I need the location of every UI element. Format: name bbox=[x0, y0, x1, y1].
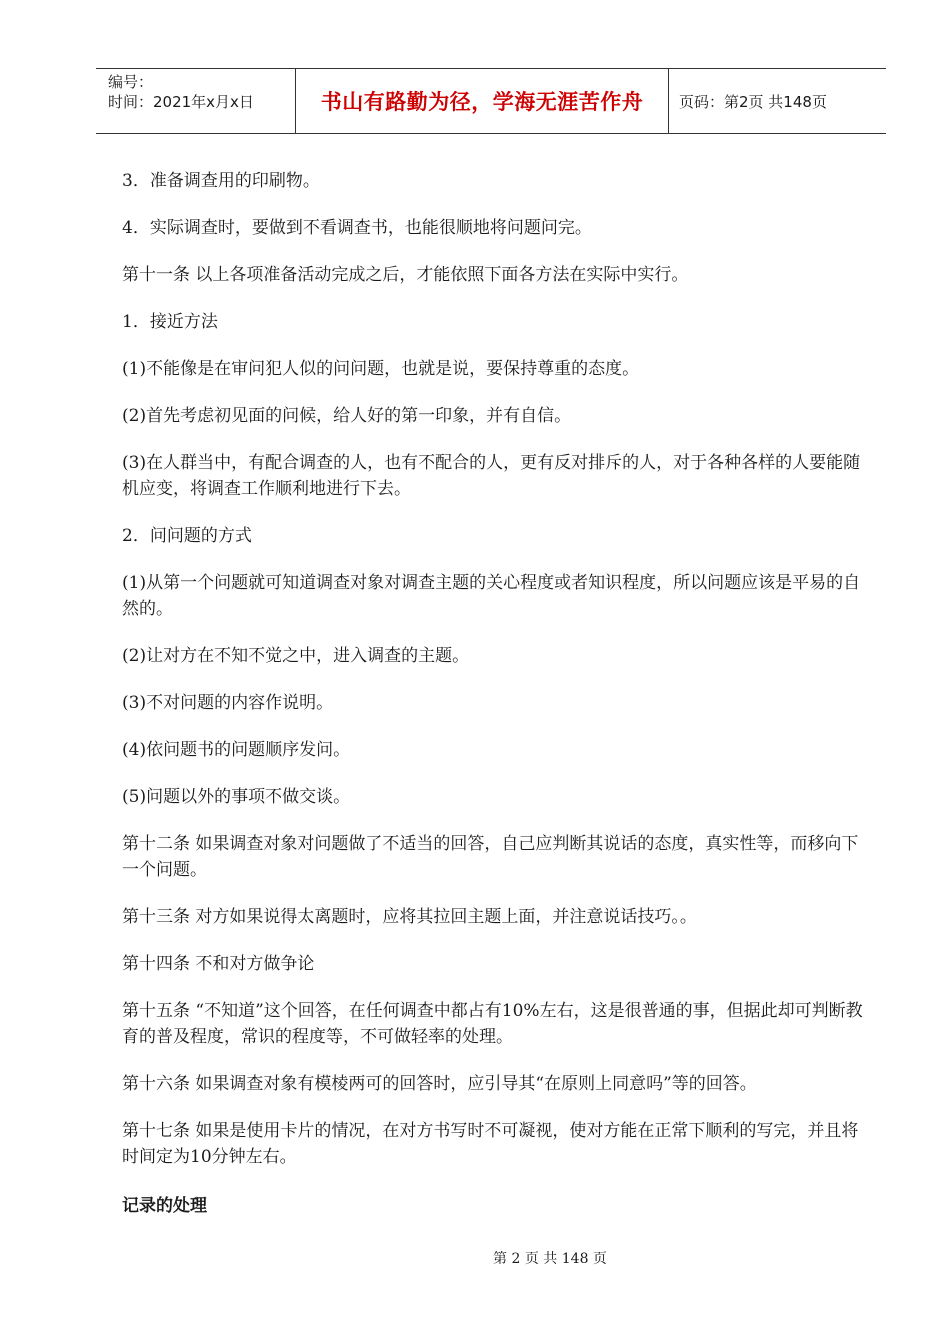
paragraph: (5)问题以外的事项不做交谈。 bbox=[122, 787, 351, 807]
paragraph: 第十四条 不和对方做争论 bbox=[122, 954, 315, 974]
paragraph: (4)依问题书的问题顺序发问。 bbox=[122, 740, 351, 760]
document-time: 时间：2021年x月x日 bbox=[108, 93, 254, 111]
paragraph: (1)不能像是在审问犯人似的问问题，也就是说，要保持尊重的态度。 bbox=[122, 359, 640, 379]
paragraph: (1)从第一个问题就可知道调查对象对调查主题的关心程度或者知识程度，所以问题应该是平易的自然的。 bbox=[122, 573, 861, 619]
paragraph: (3)在人群当中，有配合调查的人，也有不配合的人，更有反对排斥的人，对于各种各样的人要能随机应变，将调查工作顺利地进行下去。 bbox=[122, 453, 861, 499]
paragraph: 1．接近方法 bbox=[122, 312, 218, 332]
section-heading: 记录的处理 bbox=[122, 1196, 207, 1216]
paragraph: 第十七条 如果是使用卡片的情况，在对方书写时不可凝视，使对方能在正常下顺利的写完，并且将时间定为10分钟左右。 bbox=[122, 1121, 859, 1167]
paragraph: 2．问问题的方式 bbox=[122, 526, 252, 546]
document-number: 编号： bbox=[108, 73, 154, 91]
paragraph: 第十五条 “不知道”这个回答，在任何调查中都占有10%左右，这是很普通的事，但据此却可判断教育的普及程度，常识的程度等，不可做轻率的处理。 bbox=[122, 1001, 863, 1047]
page-header bbox=[96, 68, 886, 134]
paragraph: (2)让对方在不知不觉之中，进入调查的主题。 bbox=[122, 646, 470, 666]
paragraph: 4．实际调查时，要做到不看调查书，也能很顺地将问题问完。 bbox=[122, 218, 592, 238]
header-motto: 书山有路勤为径，学海无涯苦作舟 bbox=[296, 69, 669, 133]
header-meta bbox=[96, 69, 296, 133]
page-footer: 第 2 页 共 148 页 bbox=[493, 1251, 607, 1267]
paragraph: 第十六条 如果调查对象有模棱两可的回答时，应引导其“在原则上同意吗”等的回答。 bbox=[122, 1074, 757, 1094]
paragraph: 第十二条 如果调查对象对问题做了不适当的回答，自己应判断其说话的态度，真实性等，而移向下一个问题。 bbox=[122, 834, 859, 880]
paragraph: 第十一条 以上各项准备活动完成之后，才能依照下面各方法在实际中实行。 bbox=[122, 265, 689, 285]
paragraph: 3．准备调查用的印刷物。 bbox=[122, 171, 320, 191]
header-page-number: 页码：第2页 共148页 bbox=[679, 92, 827, 111]
paragraph: 第十三条 对方如果说得太离题时，应将其拉回主题上面，并注意说话技巧。。 bbox=[122, 907, 697, 927]
paragraph: (2)首先考虑初见面的问候，给人好的第一印象，并有自信。 bbox=[122, 406, 572, 426]
paragraph: (3)不对问题的内容作说明。 bbox=[122, 693, 334, 713]
document-body bbox=[122, 168, 874, 1216]
